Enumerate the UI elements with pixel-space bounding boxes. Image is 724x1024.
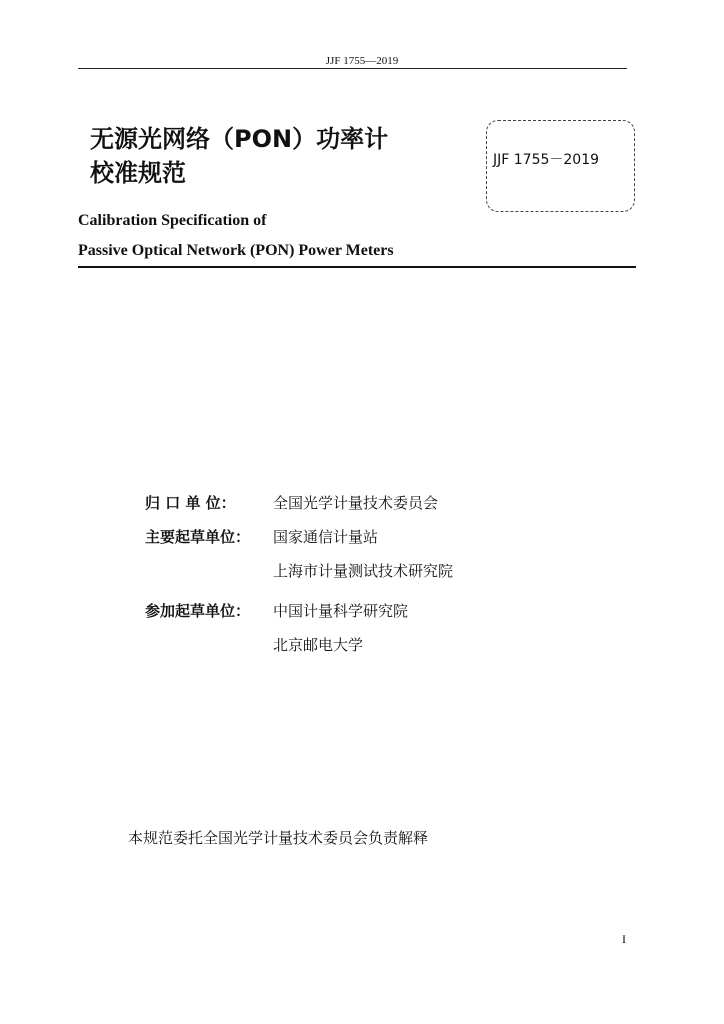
- participating-drafting-row: [145, 596, 565, 630]
- english-title-line-2: Passive Optical Network (PON) Power Meters: [78, 242, 394, 259]
- main-drafting-unit-1: 国家通信计量站: [273, 528, 379, 546]
- main-drafting-unit-2: 上海市计量测试技术研究院: [273, 562, 454, 580]
- interpretation-note: 本规范委托全国光学计量技术委员会负责解释: [128, 829, 429, 847]
- title-rule: [78, 266, 636, 268]
- participating-unit-1: 中国计量科学研究院: [273, 602, 409, 620]
- participating-unit-2: 北京邮电大学: [273, 636, 364, 654]
- main-drafting-row-2: [145, 556, 565, 590]
- chinese-title-line-2: 校准规范: [90, 159, 186, 187]
- english-title-line-1: Calibration Specification of: [78, 212, 267, 229]
- responsible-unit-label: 归 口 单 位：: [145, 494, 236, 512]
- header-rule: [78, 68, 627, 69]
- main-drafting-row: [145, 522, 565, 556]
- responsible-unit-value: 全国光学计量技术委员会: [273, 494, 439, 512]
- main-drafting-label: 主要起草单位：: [145, 528, 251, 546]
- chinese-title: [90, 122, 470, 190]
- organization-table: [145, 488, 565, 664]
- running-header: JJF 1755—2019: [325, 55, 399, 67]
- participating-drafting-label: 参加起草单位：: [145, 602, 251, 620]
- responsible-unit-row: [145, 488, 565, 522]
- chinese-title-line-1: 无源光网络（PON）功率计: [90, 125, 389, 153]
- standard-code-box: [486, 120, 635, 212]
- participating-drafting-row-2: [145, 630, 565, 664]
- page-number: I: [622, 932, 626, 946]
- standard-code: JJF 1755－2019: [493, 152, 600, 168]
- english-title: [78, 206, 638, 266]
